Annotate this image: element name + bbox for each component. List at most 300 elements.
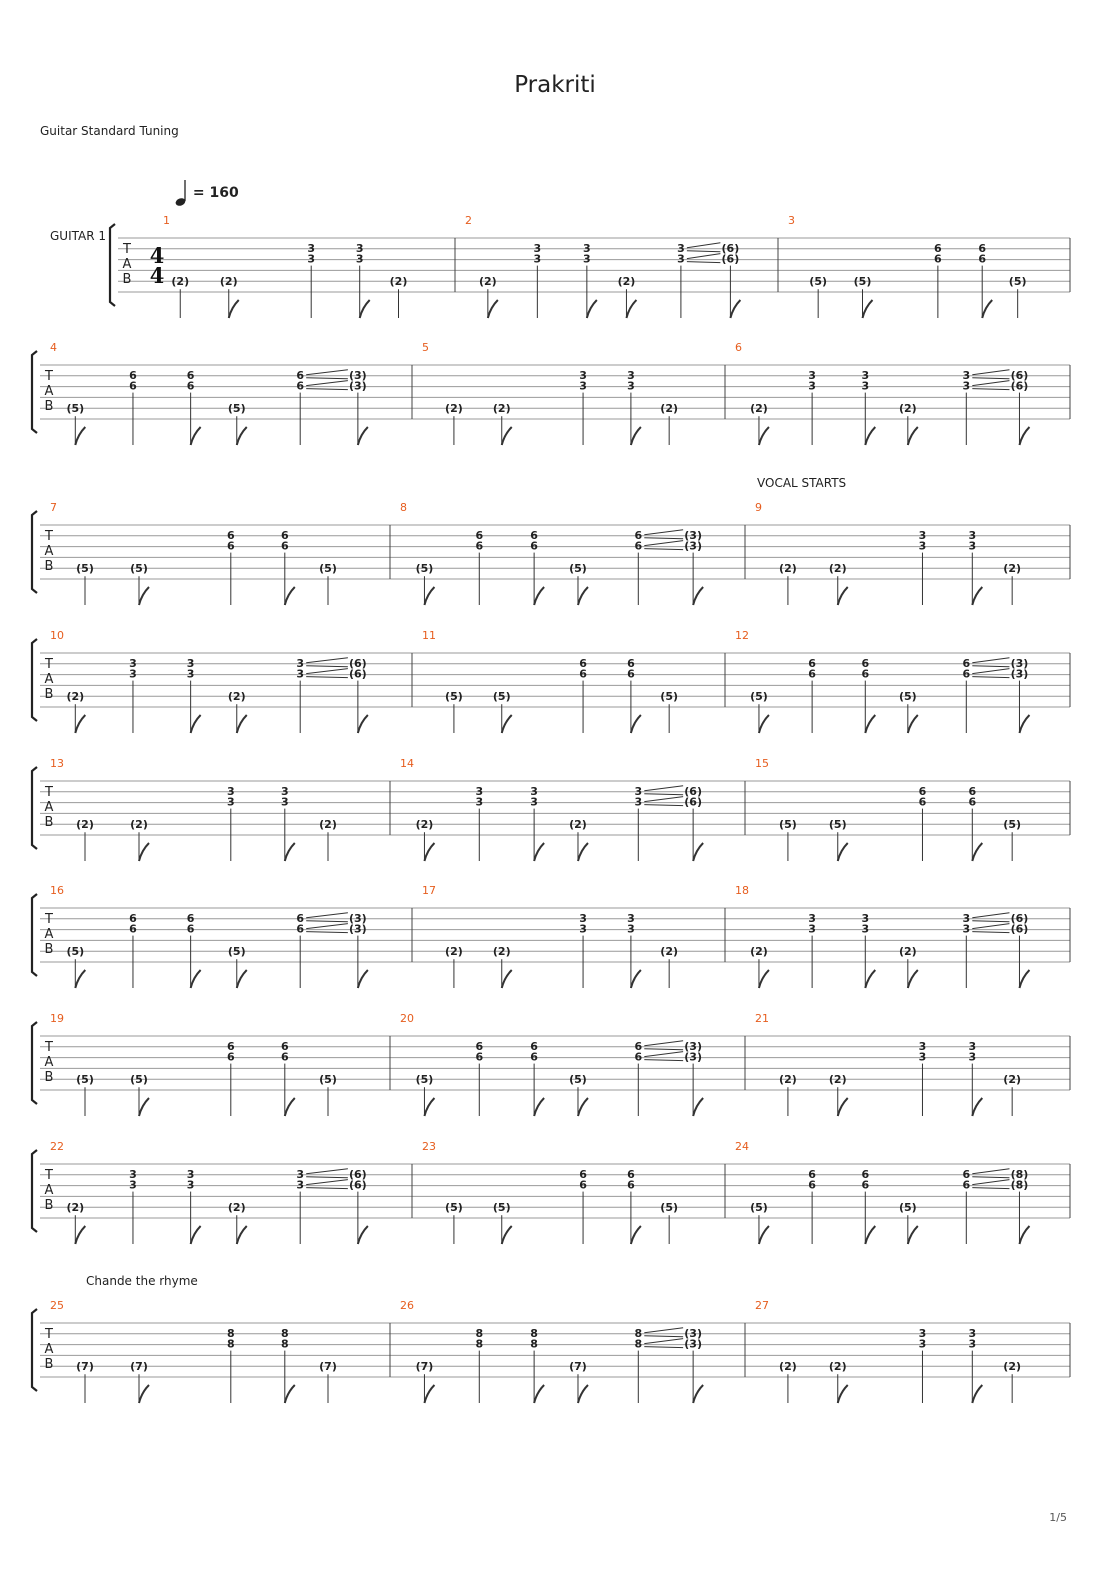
fret-number: (3) (1010, 667, 1029, 681)
fret-number: 6 (129, 368, 137, 382)
slide-line (306, 389, 348, 390)
note-flag (838, 1385, 848, 1403)
fret-number: 3 (355, 241, 364, 255)
fret-number: (5) (750, 1201, 768, 1215)
fret-number: (2) (76, 818, 94, 832)
fret-number: 3 (808, 368, 816, 382)
fret-number: 6 (861, 656, 870, 670)
note-flag (693, 843, 703, 861)
fret-number: (2) (828, 1073, 847, 1087)
slide-line (687, 251, 721, 252)
fret-number: (3) (349, 911, 367, 925)
fret-number: 3 (579, 911, 587, 925)
fret-number: (5) (227, 945, 246, 959)
fret-number: 6 (280, 528, 289, 542)
fret-number: 6 (579, 656, 587, 670)
tab-clef-letter: T (45, 912, 53, 927)
fret-number: (2) (445, 945, 463, 959)
fret-number: 6 (186, 911, 195, 925)
tab-clef-letter: T (45, 657, 53, 672)
tab-staff-system (32, 1012, 1070, 1116)
slide-line (972, 389, 1009, 390)
fret-number: (2) (415, 818, 434, 832)
song-title: Prakriti (514, 72, 596, 98)
fret-number: 3 (808, 379, 816, 393)
fret-number: 3 (129, 1167, 137, 1181)
fret-number: 3 (968, 1039, 977, 1053)
tab-clef-letter: A (44, 1183, 54, 1198)
fret-number: (3) (349, 379, 367, 393)
measure-number: 14 (400, 757, 414, 770)
system-bracket (32, 894, 37, 976)
measure-number: 10 (50, 629, 64, 642)
section-annotation: VOCAL STARTS (757, 476, 847, 490)
fret-number: (5) (569, 562, 587, 576)
note-flag (838, 587, 848, 605)
fret-number: 6 (808, 656, 816, 670)
note-flag (863, 300, 873, 318)
fret-number: 6 (634, 1050, 643, 1064)
slide-line (306, 1180, 348, 1185)
fret-number: 6 (962, 656, 971, 670)
note-flag (972, 1385, 982, 1403)
fret-number: 3 (307, 252, 316, 266)
note-flag (972, 587, 982, 605)
fret-number: (5) (415, 562, 434, 576)
note-flag (75, 715, 85, 733)
fret-number: 3 (918, 1337, 927, 1351)
fret-number: 6 (296, 379, 305, 393)
fret-number: 6 (808, 1178, 816, 1192)
fret-number: (7) (319, 1360, 337, 1374)
tab-staff-system (32, 501, 1070, 605)
fret-number: (6) (684, 795, 702, 809)
measure-number: 25 (50, 1299, 64, 1312)
fret-number: (3) (349, 922, 367, 936)
measure-number: 20 (400, 1012, 414, 1025)
system-bracket (32, 767, 37, 849)
fret-number: (5) (569, 1073, 587, 1087)
fret-number: 3 (280, 795, 289, 809)
slide-line (687, 254, 721, 259)
measure-number: 17 (422, 884, 436, 897)
fret-number: 3 (296, 656, 305, 670)
fret-number: 3 (627, 922, 635, 936)
note-flag (982, 300, 992, 318)
note-flag (502, 427, 512, 445)
tab-clef-letter: T (45, 529, 53, 544)
fret-number: (2) (828, 562, 847, 576)
note-flag (75, 1226, 85, 1244)
fret-number: 3 (129, 656, 137, 670)
note-flag (908, 1226, 918, 1244)
fret-number: (3) (684, 1039, 702, 1053)
fret-number: 3 (918, 1039, 927, 1053)
measure-number: 8 (400, 501, 407, 514)
fret-number: 8 (530, 1326, 538, 1340)
fret-number: 3 (627, 368, 635, 382)
note-flag (759, 970, 769, 988)
note-flag (358, 427, 368, 445)
fret-number: 6 (861, 1178, 870, 1192)
fret-number: (3) (684, 1337, 702, 1351)
fret-number: (2) (492, 402, 511, 416)
fret-number: 6 (627, 1178, 635, 1192)
fret-number: 8 (226, 1326, 235, 1340)
fret-number: 3 (918, 528, 927, 542)
measure-number: 9 (755, 501, 762, 514)
time-signature-bottom: 4 (149, 263, 165, 288)
note-flag (908, 427, 918, 445)
slide-line (687, 243, 721, 248)
fret-number: 6 (808, 667, 816, 681)
fret-number: (2) (750, 945, 768, 959)
note-flag (631, 427, 641, 445)
fret-number: (8) (1010, 1178, 1029, 1192)
fret-number: (5) (898, 1201, 917, 1215)
note-flag (424, 587, 434, 605)
system-bracket (32, 639, 37, 721)
tab-clef-letter: A (44, 1342, 54, 1357)
fret-number: (7) (130, 1360, 148, 1374)
note-flag (908, 970, 918, 988)
fret-number: 3 (962, 368, 971, 382)
fret-number: 8 (280, 1326, 289, 1340)
tab-staff-system (32, 1140, 1070, 1244)
note-flag (865, 970, 875, 988)
note-flag (75, 427, 85, 445)
fret-number: (5) (66, 402, 85, 416)
tab-clef-letter: A (122, 257, 132, 272)
tuning-label: Guitar Standard Tuning (40, 124, 179, 138)
fret-number: 3 (129, 667, 137, 681)
tab-clef-letter: A (44, 1055, 54, 1070)
tab-clef-letter: A (44, 927, 54, 942)
fret-number: (6) (349, 656, 367, 670)
fret-number: (5) (227, 402, 246, 416)
note-flag (502, 970, 512, 988)
fret-number: 3 (296, 1167, 305, 1181)
fret-number: 6 (475, 1050, 484, 1064)
fret-number: 3 (968, 1326, 977, 1340)
note-flag (838, 1098, 848, 1116)
note-flag (865, 1226, 875, 1244)
note-flag (972, 1098, 982, 1116)
fret-number: 6 (918, 784, 927, 798)
fret-number: 6 (634, 528, 643, 542)
fret-number: (5) (660, 690, 679, 704)
slide-line (306, 381, 348, 386)
note-flag (139, 1385, 149, 1403)
tab-clef-letter: A (44, 384, 54, 399)
fret-number: 3 (583, 252, 591, 266)
fret-number: (5) (76, 562, 94, 576)
tab-staff-system (32, 757, 1070, 861)
note-flag (865, 715, 875, 733)
fret-number: (5) (130, 1073, 148, 1087)
fret-number: 6 (280, 1039, 289, 1053)
fret-number: 6 (475, 1039, 484, 1053)
measure-number: 16 (50, 884, 64, 897)
fret-number: (6) (349, 1178, 367, 1192)
fret-number: (5) (828, 818, 847, 832)
measure-number: 26 (400, 1299, 414, 1312)
fret-number: 6 (634, 539, 643, 553)
fret-number: 3 (129, 1178, 137, 1192)
slide-line (306, 913, 348, 918)
tab-clef-letter: A (44, 672, 54, 687)
fret-number: (2) (389, 275, 408, 289)
slide-line (644, 786, 683, 791)
fret-number: 3 (475, 795, 484, 809)
note-flag (1019, 970, 1029, 988)
fret-number: 6 (530, 528, 538, 542)
note-flag (534, 843, 544, 861)
fret-number: 6 (579, 667, 587, 681)
fret-number: 3 (579, 368, 587, 382)
fret-number: 6 (627, 667, 635, 681)
measure-number: 24 (735, 1140, 749, 1153)
section-annotation: Chande the rhyme (86, 1274, 198, 1288)
note-flag (191, 715, 201, 733)
system-bracket (32, 351, 37, 433)
slide-line (644, 797, 683, 802)
time-signature-top: 4 (149, 243, 165, 268)
note-flag (424, 1098, 434, 1116)
fret-number: 6 (968, 784, 977, 798)
fret-number: 3 (280, 784, 289, 798)
measure-number: 18 (735, 884, 749, 897)
slide-line (644, 1336, 683, 1337)
fret-number: 3 (296, 667, 305, 681)
fret-number: (6) (1010, 922, 1029, 936)
note-flag (229, 300, 239, 318)
fret-number: (2) (66, 690, 85, 704)
slide-line (644, 549, 683, 550)
slide-line (306, 378, 348, 379)
slide-line (644, 1060, 683, 1061)
fret-number: (6) (721, 252, 740, 266)
measure-number: 4 (50, 341, 57, 354)
fret-number: (3) (1010, 656, 1029, 670)
fret-number: (2) (319, 818, 337, 832)
fret-number: 3 (962, 379, 971, 393)
fret-number: (2) (660, 402, 679, 416)
measure-number: 3 (788, 214, 795, 227)
fret-number: 3 (918, 1050, 927, 1064)
measure-number: 1 (163, 214, 170, 227)
fret-number: (2) (898, 402, 917, 416)
fret-number: 6 (861, 667, 870, 681)
fret-number: 6 (962, 1167, 971, 1181)
slide-line (687, 262, 721, 263)
fret-number: (5) (445, 690, 463, 704)
fret-number: 3 (808, 911, 816, 925)
fret-number: (5) (750, 690, 768, 704)
note-flag (191, 1226, 201, 1244)
fret-number: (2) (492, 945, 511, 959)
fret-number: (6) (349, 1167, 367, 1181)
slide-line (972, 381, 1009, 386)
note-flag (424, 1385, 434, 1403)
tab-clef-letter: T (45, 1327, 53, 1342)
fret-number: (2) (779, 1360, 797, 1374)
fret-number: (5) (853, 275, 872, 289)
fret-number: (7) (76, 1360, 94, 1374)
slide-line (972, 921, 1009, 922)
fret-number: 3 (579, 379, 587, 393)
measure-number: 21 (755, 1012, 769, 1025)
note-flag (578, 1098, 588, 1116)
note-flag (358, 1226, 368, 1244)
note-flag (759, 1226, 769, 1244)
note-flag (693, 587, 703, 605)
fret-number: 6 (280, 1050, 289, 1064)
fret-number: (2) (1003, 1360, 1022, 1374)
slide-line (972, 370, 1009, 375)
fret-number: 6 (186, 379, 195, 393)
measure-number: 7 (50, 501, 57, 514)
fret-number: 3 (530, 795, 538, 809)
fret-number: 3 (226, 784, 235, 798)
measure-number: 27 (755, 1299, 769, 1312)
note-flag (75, 970, 85, 988)
fret-number: (6) (1010, 911, 1029, 925)
fret-number: (2) (1003, 1073, 1022, 1087)
tab-clef-letter: B (44, 687, 54, 702)
fret-number: 3 (579, 922, 587, 936)
fret-number: (5) (76, 1073, 94, 1087)
slide-line (644, 1052, 683, 1057)
system-bracket (110, 224, 115, 306)
measure-number: 11 (422, 629, 436, 642)
note-flag (285, 587, 295, 605)
fret-number: 3 (583, 241, 591, 255)
note-flag (139, 587, 149, 605)
tab-clef-letter: B (44, 942, 54, 957)
slide-line (306, 370, 348, 375)
fret-number: (2) (828, 1360, 847, 1374)
note-flag (759, 715, 769, 733)
fret-number: 3 (186, 656, 195, 670)
fret-number: 3 (918, 1326, 927, 1340)
fret-number: 6 (129, 922, 137, 936)
tab-clef-letter: B (44, 1198, 54, 1213)
fret-number: 6 (475, 539, 484, 553)
fret-number: (2) (66, 1201, 85, 1215)
note-flag (730, 300, 740, 318)
fret-number: 3 (475, 784, 484, 798)
slide-line (306, 932, 348, 933)
slide-line (644, 1339, 683, 1344)
note-flag (578, 843, 588, 861)
fret-number: (2) (750, 402, 768, 416)
slide-line (972, 658, 1009, 663)
fret-number: 3 (634, 795, 643, 809)
fret-number: 8 (475, 1337, 484, 1351)
fret-number: (6) (684, 784, 702, 798)
note-flag (972, 843, 982, 861)
system-bracket (32, 1309, 37, 1391)
fret-number: 8 (226, 1337, 235, 1351)
note-flag (358, 970, 368, 988)
fret-number: 6 (280, 539, 289, 553)
fret-number: 8 (634, 1326, 643, 1340)
slide-line (972, 1177, 1009, 1178)
fret-number: (2) (617, 275, 636, 289)
measure-number: 5 (422, 341, 429, 354)
fret-number: (5) (130, 562, 148, 576)
slide-line (972, 1180, 1009, 1185)
slide-line (306, 658, 348, 663)
tab-staff-system (32, 1299, 1070, 1403)
slide-line (972, 1188, 1009, 1189)
slide-line (306, 666, 348, 667)
fret-number: 6 (634, 1039, 643, 1053)
fret-number: (2) (227, 1201, 246, 1215)
note-flag (502, 1226, 512, 1244)
tab-clef-letter: B (44, 559, 54, 574)
note-flag (693, 1385, 703, 1403)
measure-number: 23 (422, 1140, 436, 1153)
note-flag (578, 1385, 588, 1403)
fret-number: (2) (130, 818, 148, 832)
fret-number: 6 (296, 368, 305, 382)
fret-number: (5) (415, 1073, 434, 1087)
fret-number: 6 (296, 922, 305, 936)
page-number: 1/5 (1049, 1511, 1067, 1524)
fret-number: 6 (918, 795, 927, 809)
note-flag (759, 427, 769, 445)
fret-number: 6 (296, 911, 305, 925)
slide-line (306, 669, 348, 674)
note-flag (838, 843, 848, 861)
instrument-label: GUITAR 1 (50, 229, 107, 243)
fret-number: 6 (627, 1167, 635, 1181)
fret-number: (6) (1010, 379, 1029, 393)
fret-number: 3 (307, 241, 316, 255)
fret-number: (5) (1003, 818, 1022, 832)
note-flag (693, 1098, 703, 1116)
note-flag (424, 843, 434, 861)
fret-number: (2) (445, 402, 463, 416)
fret-number: 3 (634, 784, 643, 798)
note-flag (358, 715, 368, 733)
fret-number: (2) (779, 1073, 797, 1087)
measure-number: 6 (735, 341, 742, 354)
measure-number: 2 (465, 214, 472, 227)
fret-number: (2) (171, 275, 190, 289)
slide-line (644, 805, 683, 806)
fret-number: 6 (978, 252, 987, 266)
note-flag (237, 970, 247, 988)
slide-line (644, 538, 683, 539)
fret-number: 6 (530, 539, 538, 553)
fret-number: 3 (296, 1178, 305, 1192)
note-flag (360, 300, 370, 318)
fret-number: 3 (355, 252, 364, 266)
fret-number: (7) (415, 1360, 434, 1374)
fret-number: 6 (962, 1178, 971, 1192)
fret-number: (2) (227, 690, 246, 704)
fret-number: (2) (478, 275, 497, 289)
tab-staff-system (50, 214, 1070, 318)
fret-number: 6 (475, 528, 484, 542)
fret-number: 3 (808, 922, 816, 936)
note-flag (631, 715, 641, 733)
note-flag (488, 300, 498, 318)
fret-number: 3 (677, 241, 685, 255)
